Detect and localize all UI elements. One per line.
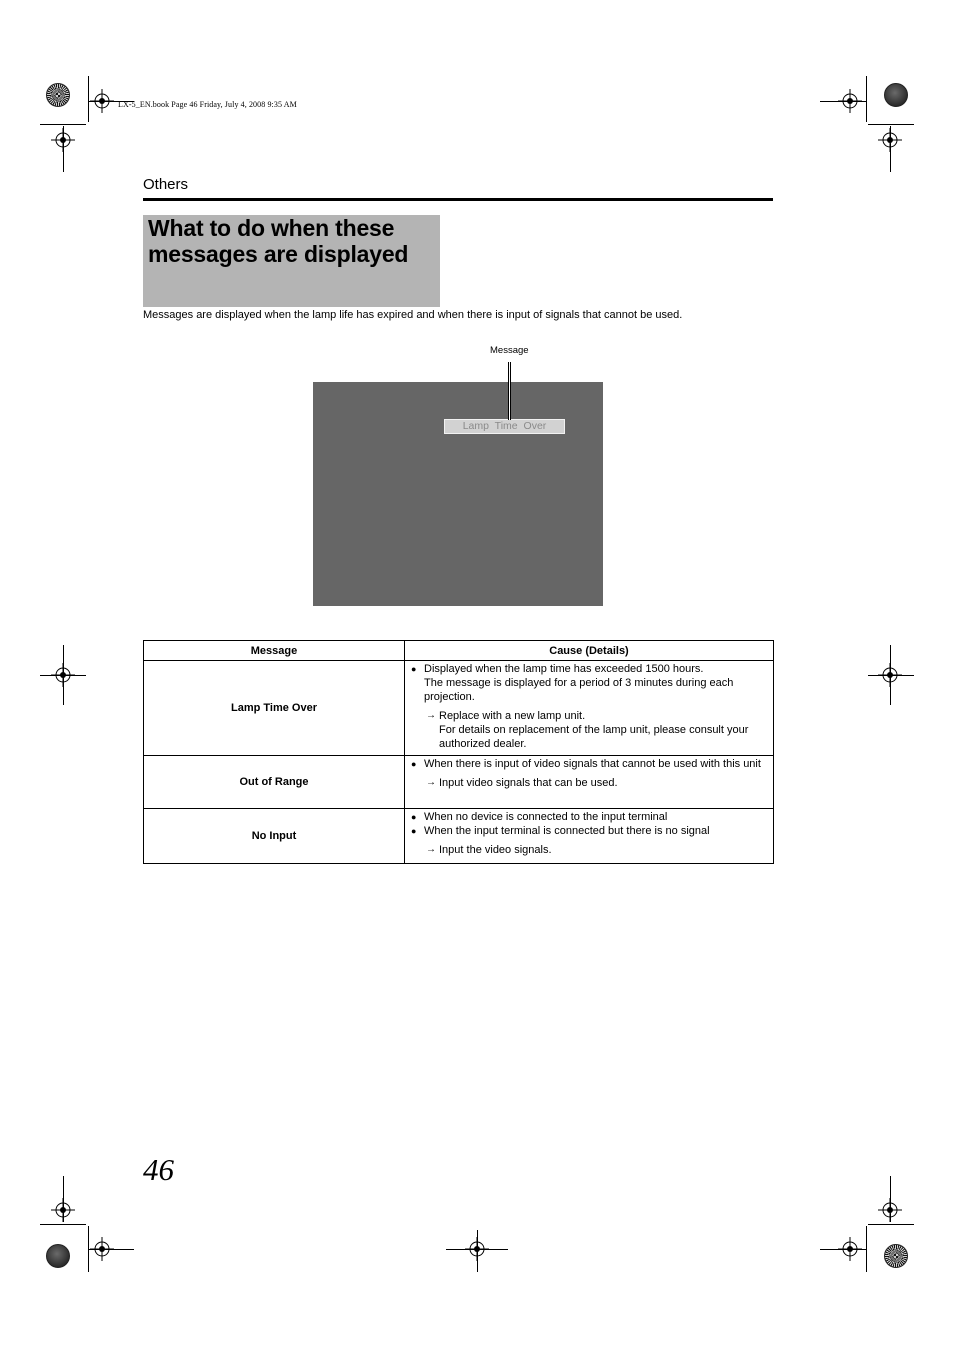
arrow-right-icon: → [426,777,436,788]
cause-cell [405,661,774,756]
intro-text: Messages are displayed when the lamp life has expired and when there is input of signals that cannot be used. [143,309,683,321]
column-header-message: Message [144,641,405,661]
remedy [411,776,767,790]
table-row [144,661,774,756]
registration-mark-icon [838,1237,862,1261]
table-body [144,661,774,864]
remedy [411,709,767,751]
registration-mark-icon [838,89,862,113]
table-row [144,756,774,809]
registration-mark-icon [90,89,114,113]
registration-mark-icon [51,1198,75,1222]
arrow-right-icon: → [426,844,436,855]
color-target-icon [884,1244,908,1268]
column-header-cause: Cause (Details) [405,641,774,661]
page-title-line: What to do when these [148,215,395,241]
cause-cell [405,809,774,864]
projected-screen-illustration [313,382,603,606]
remedy-text: Input the video signals. [439,844,552,856]
message-name-cell: No Input [144,809,405,864]
registration-mark-icon [878,1198,902,1222]
crop-mark [868,1224,914,1225]
registration-mark-icon [51,663,75,687]
message-table [143,640,774,864]
message-name-cell: Lamp Time Over [144,661,405,756]
cause-bullet: ● Displayed when the lamp time has exceeded 1500 hours. The message is displayed for a period of 3 minutes during each projection. [411,662,767,704]
crop-mark [40,124,86,125]
remedy-text: Input video signals that can be used. [439,777,618,789]
page-title-line: messages are displayed [148,241,409,267]
color-target-icon [884,83,908,107]
cause-bullet: ● When no device is connected to the input terminal [411,810,767,824]
registration-mark-icon [465,1237,489,1261]
callout-leader-line [508,362,511,420]
figure-callout-label: Message [490,345,529,356]
print-slug: LX-5_EN.book Page 46 Friday, July 4, 2008 9:35 AM [118,100,297,109]
crop-mark [866,1226,867,1272]
arrow-right-icon: → [426,710,436,721]
crop-mark [40,1224,86,1225]
table-row [144,809,774,864]
header-rule [143,198,773,201]
color-target-icon [46,83,70,107]
cause-cell [405,756,774,809]
osd-message: Lamp Time Over [444,419,565,434]
registration-mark-icon [51,128,75,152]
title-box [143,215,440,307]
registration-mark-icon [878,128,902,152]
section-label: Others [143,176,189,193]
page-title [148,215,438,267]
color-target-icon [46,1244,70,1268]
page-number: 46 [143,1152,174,1187]
cause-bullet: ● When there is input of video signals that cannot be used with this unit [411,757,767,771]
cause-bullet: ● When the input terminal is connected but there is no signal [411,824,767,838]
remedy [411,843,767,857]
registration-mark-icon [90,1237,114,1261]
registration-mark-icon [878,663,902,687]
crop-mark [866,76,867,122]
remedy-text: Replace with a new lamp unit. For details on replacement of the lamp unit, please consult your authorized dealer. [439,710,749,750]
message-name-cell: Out of Range [144,756,405,809]
table-header-row [144,641,774,661]
crop-mark [88,76,89,122]
crop-mark [868,124,914,125]
